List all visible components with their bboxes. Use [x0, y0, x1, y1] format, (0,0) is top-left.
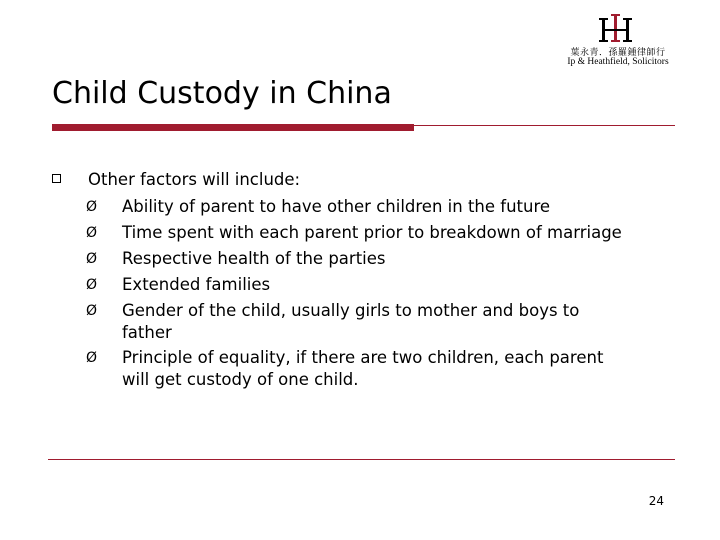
- arrow-bullet-icon: Ø: [86, 225, 98, 241]
- list-item-line: Extended families: [122, 275, 271, 294]
- list-item-line: father: [122, 323, 172, 342]
- footer-rule: [48, 459, 675, 460]
- firm-name-english: Ip & Heathfield, Solicitors: [567, 57, 669, 67]
- arrow-bullet-icon: Ø: [86, 350, 98, 366]
- firm-name-chinese: 葉永青．孫羅鍾律師行: [570, 48, 666, 58]
- arrow-bullet-icon: Ø: [86, 303, 98, 319]
- list-item-line: Respective health of the parties: [122, 249, 386, 268]
- intro-text: Other factors will include:: [88, 170, 301, 189]
- title-underline-bar: [52, 124, 414, 131]
- page-number: 24: [648, 494, 664, 508]
- arrow-bullet-icon: Ø: [86, 199, 98, 215]
- arrow-bullet-icon: Ø: [86, 251, 98, 267]
- list-item-line: Gender of the child, usually girls to mother and boys to: [122, 301, 580, 320]
- list-item: [122, 196, 550, 218]
- list-item-line: will get custody of one child.: [122, 370, 359, 389]
- list-item: [122, 222, 622, 244]
- list-item: [122, 300, 579, 344]
- list-item-line: Ability of parent to have other children in the future: [122, 197, 551, 216]
- arrow-bullet-icon: Ø: [86, 277, 98, 293]
- list-item-line: Time spent with each parent prior to breakdown of marriage: [122, 223, 622, 242]
- square-bullet-icon: [52, 174, 61, 183]
- title-underline-rule: [414, 125, 675, 126]
- list-item: [122, 347, 603, 391]
- list-item-line: Principle of equality, if there are two children, each parent: [122, 348, 604, 367]
- list-item: [122, 274, 270, 296]
- list-item: [122, 248, 386, 270]
- firm-logo-icon: [596, 14, 636, 44]
- slide-title: Child Custody in China: [52, 76, 392, 111]
